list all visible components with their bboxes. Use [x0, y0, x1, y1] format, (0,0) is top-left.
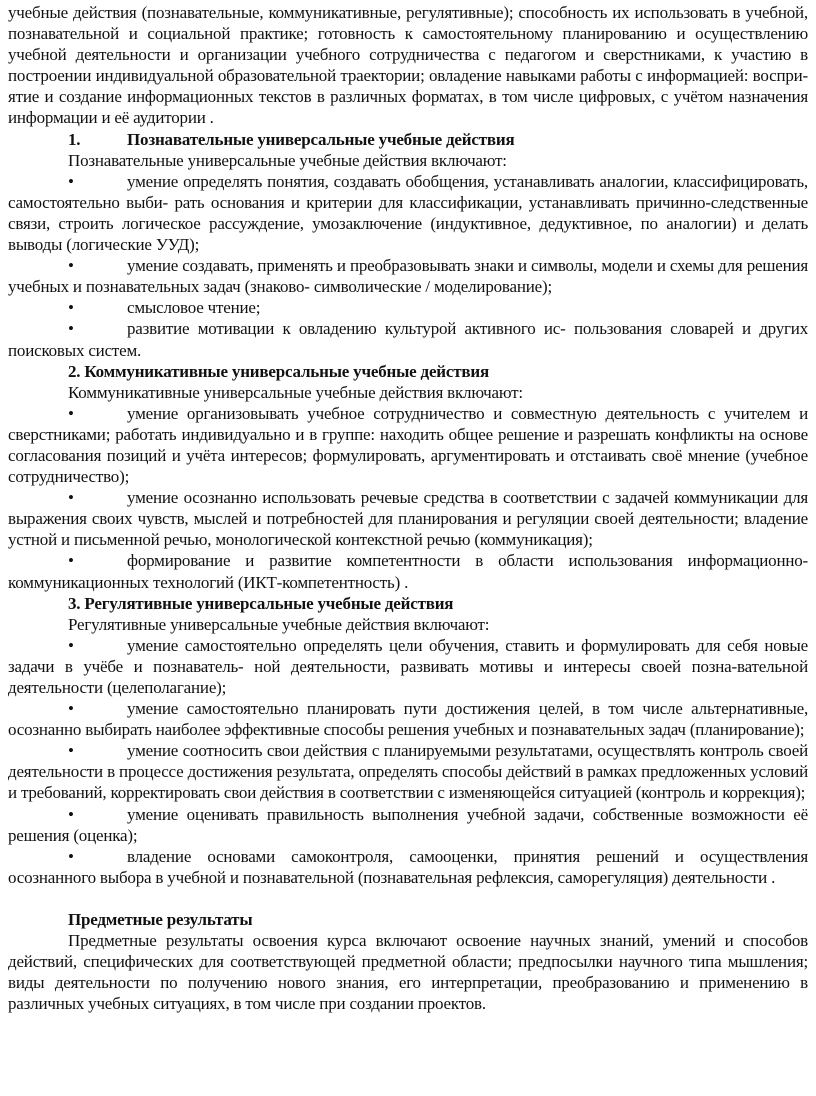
- bullet-icon: •: [68, 298, 74, 318]
- section-lead: Регулятивные универсальные учебные действия включают:: [68, 614, 490, 634]
- section-heading-regulatory: 3. Регулятивные универсальные учебные действия: [68, 593, 454, 613]
- list-item: • умение самостоятельно определять цели обучения, ставить и формулировать для себя новые задачи в учёбе и познаватель- ной деятельности, развивать мотивы и интересы своей позна-вательной деятельности (целеполагание);: [8, 635, 808, 697]
- section-heading-communicative: 2. Коммуникативные универсальные учебные действия: [68, 361, 489, 381]
- list-item: • смысловое чтение;: [68, 298, 261, 318]
- list-item: • владение основами самоконтроля, самооценки, принятия решений и осуществления осознанного выбора в учебной и познавательной (познавательная рефлексия, саморегуляция) деятельности .: [8, 846, 808, 887]
- list-item: • умение соотносить свои действия с планируемыми результатами, осуществлять контроль своей деятельности в процессе достижения результата, определять способы действий в рамках предложенных условий и требований, корректировать свои действия в соответствии с изменяющейся ситуацией (контроль и коррекция);: [8, 741, 808, 803]
- subject-results-heading: Предметные результаты: [68, 909, 253, 929]
- bullet-icon: •: [68, 488, 74, 508]
- bullet-icon: •: [68, 171, 74, 191]
- list-item: • умение организовывать учебное сотрудничество и совместную деятельность с учителем и сверстниками; работать индивидуально и в группе: находить общее решение и разрешать конфликты на основе согласования позиций и учёта интересов; формулировать, аргументировать и отстаивать своё мнение (учебное сотрудничество);: [8, 403, 808, 487]
- bullet-icon: •: [68, 319, 74, 339]
- section-lead: Коммуникативные универсальные учебные действия включают:: [68, 382, 523, 402]
- bullet-icon: •: [68, 256, 74, 276]
- bullet-icon: •: [68, 846, 74, 866]
- section-title: Познавательные универсальные учебные действия: [127, 129, 515, 149]
- list-item: • умение создавать, применять и преобразовывать знаки и символы, модели и схемы для решения учебных и познавательных задач (знаково- символические / моделирование);: [8, 256, 808, 297]
- bullet-icon: •: [68, 403, 74, 423]
- bullet-icon: •: [68, 741, 74, 761]
- bullet-icon: •: [68, 551, 74, 571]
- list-item: • умение осознанно использовать речевые средства в соответствии с задачей коммуникации для выражения своих чувств, мыслей и потребностей для планирования и регуляции своей деятельности; владение устной и письменной речью, монологической контекстной речью (коммуникация);: [8, 488, 808, 550]
- list-item: • умение определять понятия, создавать обобщения, устанавливать аналогии, классифицировать, самостоятельно выби- рать основания и критерии для классификации, устанавливать причинно-следственные связи, строить логическое рассуждение, умозаключение (индуктивное, дедуктивное, по аналогии) и делать выводы (логические УУД);: [8, 171, 808, 255]
- bullet-icon: •: [68, 635, 74, 655]
- intro-paragraph: учебные действия (познавательные, коммуникативные, регулятивные); способность их использовать в учебной, познавательной и социальной практике; готовность к самостоятельному планированию и осуществлению учебной деятельности и организации учебного сотрудничества с педагогом и сверстниками, к участию в построении индивидуальной образовательной траектории; овладение навыками работы с информацией: воспри- ятие и создание информационных текстов в различных форматах, в том числе цифровых, с учётом назначения информации и её аудитории .: [8, 3, 808, 128]
- list-item: • развитие мотивации к овладению культурой активного ис- пользования словарей и других поисковых систем.: [8, 319, 808, 360]
- bullet-icon: •: [68, 804, 74, 824]
- section-heading-cognitive: [8, 129, 808, 150]
- list-item: • умение оценивать правильность выполнения учебной задачи, собственные возможности её решения (оценка);: [8, 804, 808, 845]
- subject-results-paragraph: Предметные результаты освоения курса включают освоение научных знаний, умений и способов действий, специфических для соответствующей предметной области; предпосылки научного типа мышления; виды деятельности по получению нового знания, его интерпретации, преобразованию и применению в различных учебных ситуациях, в том числе при создании проектов.: [8, 931, 808, 1014]
- section-number: 1.: [68, 129, 81, 149]
- section-lead: Познавательные универсальные учебные действия включают:: [68, 150, 507, 170]
- list-item: • формирование и развитие компетентности в области использования информационно-коммуникационных технологий (ИКТ-компетентность) .: [8, 551, 808, 592]
- bullet-icon: •: [68, 699, 74, 719]
- spacer: [8, 888, 808, 909]
- list-item: • умение самостоятельно планировать пути достижения целей, в том числе альтернативные, осознанно выбирать наиболее эффективные способы решения учебных и познавательных задач (планирование);: [8, 699, 808, 740]
